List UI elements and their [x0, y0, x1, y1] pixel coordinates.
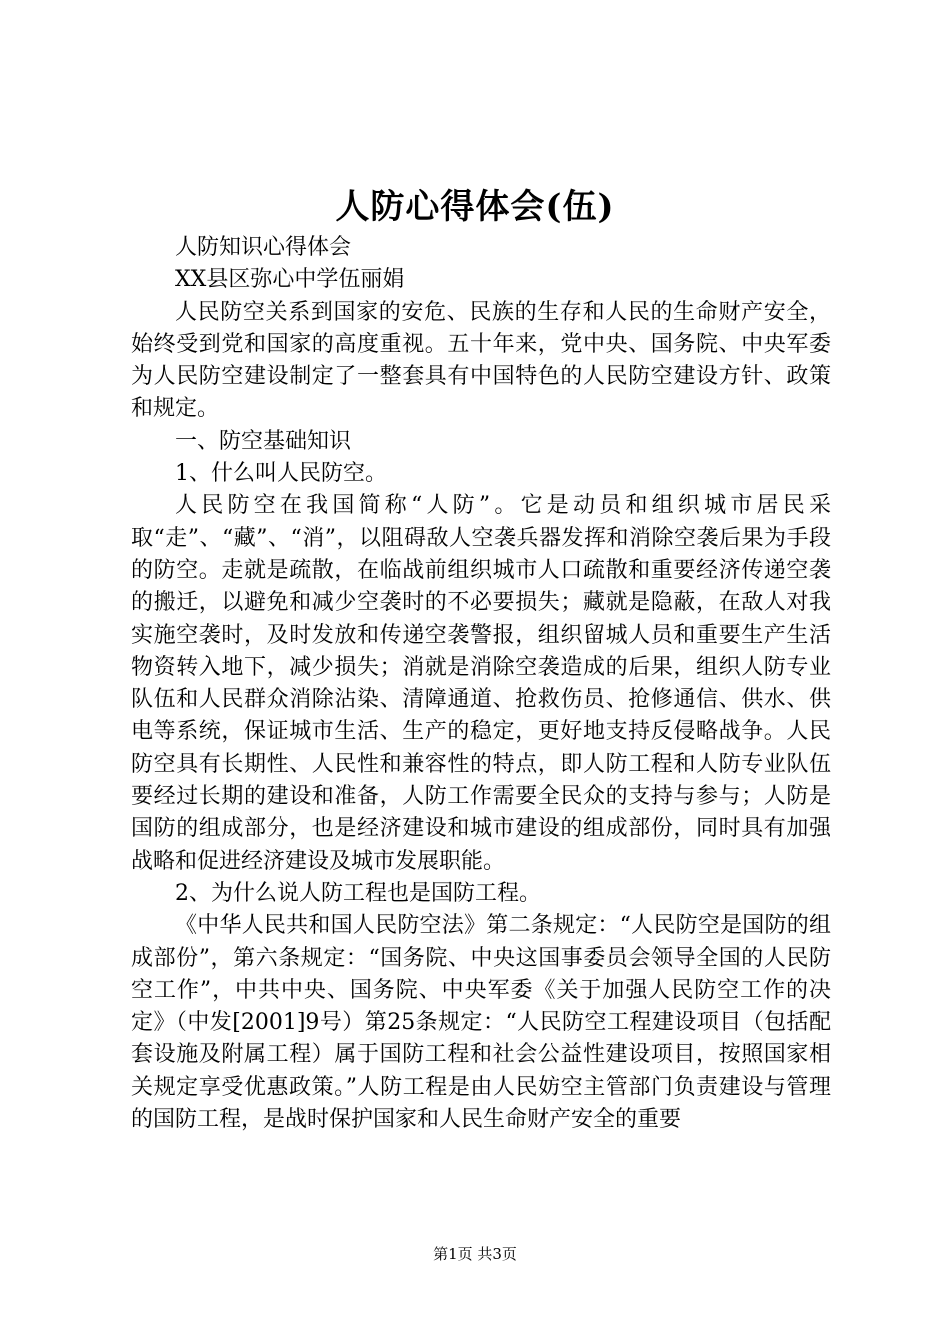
- paragraph-subtitle: 人防知识心得体会: [175, 235, 352, 260]
- paragraph-intro: 人民防空关系到国家的安危、民族的生存和人民的生命财产安全，始终受到党和国家的高度重视。五十年来，党中央、国务院、中央军委为人民防空建设制定了一整套具有中国特色的人民防空建设方针、政策和规定。: [131, 299, 831, 422]
- page-number-footer: 第1页 共3页: [433, 1245, 517, 1263]
- section-heading-1: 一、防空基础知识: [175, 428, 352, 454]
- document-body: [131, 232, 831, 1136]
- paragraph-author: XX县区弥心中学伍丽娟: [175, 267, 405, 293]
- question-heading-1: 1、什么叫人民防空。: [175, 461, 387, 487]
- question-heading-2: 2、为什么说人防工程也是国防工程。: [175, 880, 541, 906]
- paragraph-answer-2: 《中华人民共和国人民防空法》第二条规定：“人民防空是国防的组成部份”，第六条规定：“国务院、中央这国事委员会领导全国的人民防空工作”，中共中央、国务院、中央军委《关于加强人民防空工作的决定》（中发[2001]9号）第25条规定：“人民防空工程建设项目（包括配套设施及附属工程）属于国防工程和社会公益性建设项目，按照国家相关规定享受优惠政策。”人防工程是由人民妨空主管部门负责建设与管理的国防工程，是战时保护国家和人民生命财产安全的重要: [131, 913, 831, 1133]
- document-title: 人防心得体会(伍): [335, 187, 615, 227]
- paragraph-answer-1: 人民防空在我国简称“人防”。它是动员和组织城市居民采取“走”、“藏”、“消”，以阻碍敌人空袭兵器发挥和消除空袭后果为手段的防空。走就是疏散，在临战前组织城市人口疏散和重要经济传递空袭的搬迁，以避免和减少空袭时的不必要损失；藏就是隐蔽，在敌人对我实施空袭时，及时发放和传递空袭警报，组织留城人员和重要生产生活物资转入地下，减少损失；消就是消除空袭造成的后果，组织人防专业队伍和人民群众消除沾染、清障通道、抢救伤员、抢修通信、供水、供电等系统，保证城市生活、生产的稳定，更好地支持反侵略战争。人民防空具有长期性、人民性和兼容性的特点，即人防工程和人防专业队伍要经过长期的建设和准备，人防工作需要全民众的支持与参与；人防是国防的组成部分，也是经济建设和城市建设的组成部份，同时具有加强战略和促进经济建设及城市发展职能。: [131, 493, 831, 874]
